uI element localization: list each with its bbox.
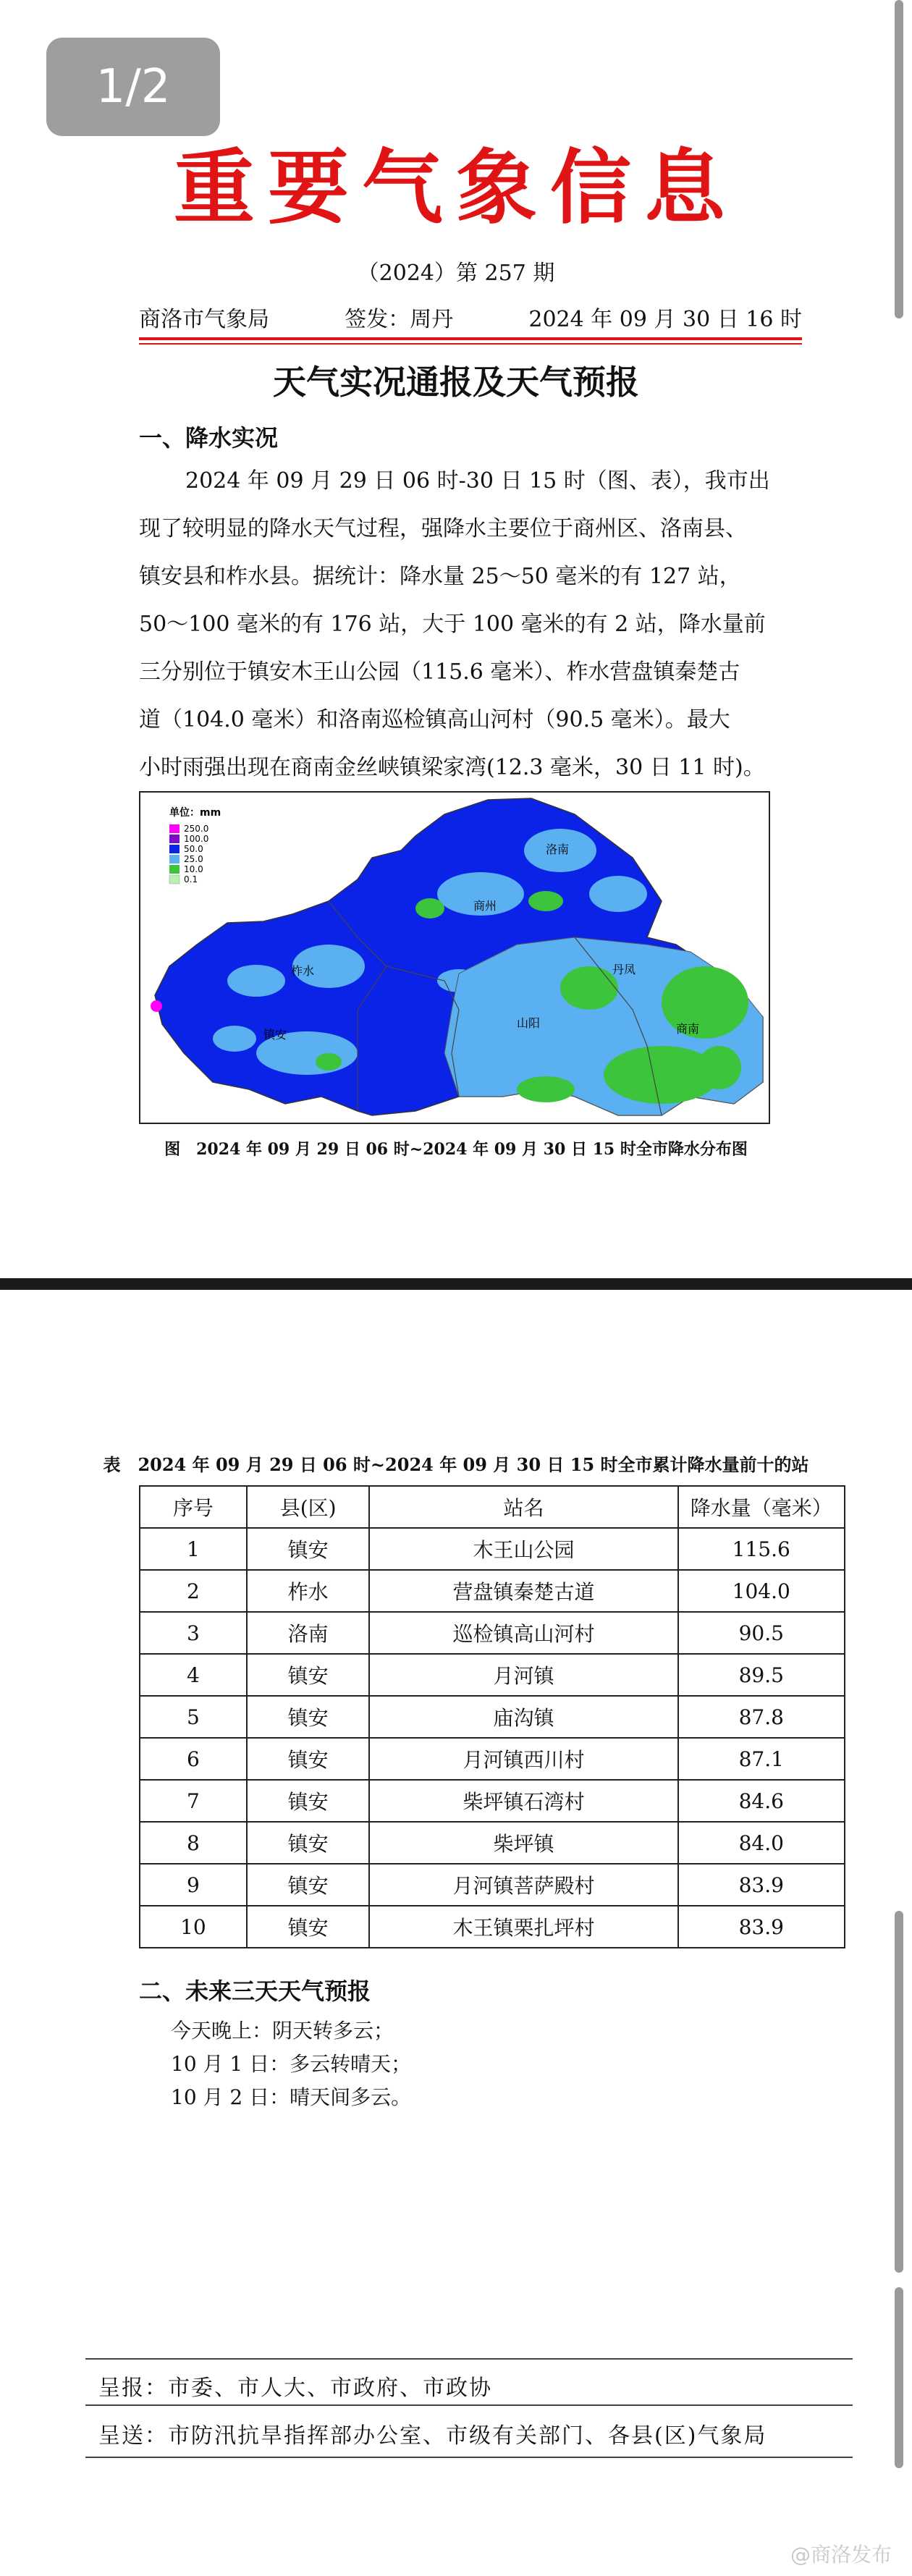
map-legend — [169, 824, 208, 884]
table-body — [140, 1528, 845, 1948]
para-line: 50～100 毫米的有 176 站，大于 100 毫米的有 2 站，降水量前 — [139, 612, 766, 637]
section-heading-precip: 一、降水实况 — [139, 424, 279, 452]
legend-label: 25.0 — [184, 854, 203, 864]
cell-station: 营盘镇秦楚古道 — [369, 1570, 677, 1612]
scrollbar-thumb-middle[interactable] — [895, 1911, 903, 2273]
table-caption: 表 2024 年 09 月 29 日 06 时~2024 年 09 月 30 日 15 时全市累计降水量前十的站 — [103, 1454, 809, 1475]
cell-rainfall: 89.5 — [678, 1654, 845, 1696]
cell-station: 柴坪镇石湾村 — [369, 1780, 677, 1822]
table-row — [140, 1864, 845, 1906]
cell-county: 镇安 — [247, 1738, 370, 1780]
cell-rainfall: 104.0 — [678, 1570, 845, 1612]
forecast-line: 10 月 2 日：晴天间多云。 — [171, 2085, 412, 2109]
map-label-shanyang: 山阳 — [517, 1016, 541, 1030]
doc-header-row — [139, 301, 802, 333]
cell-county: 镇安 — [247, 1864, 370, 1906]
red-rule-thin — [139, 343, 802, 345]
cell-rainfall: 83.9 — [678, 1864, 845, 1906]
cell-index: 9 — [140, 1864, 247, 1906]
cell-rainfall: 83.9 — [678, 1906, 845, 1948]
page-indicator: 1/2 — [46, 38, 220, 136]
cell-county: 镇安 — [247, 1780, 370, 1822]
para-line: 镇安县和柞水县。据统计：降水量 25～50 毫米的有 127 站， — [139, 564, 741, 589]
map-label-shangnan: 商南 — [676, 1022, 700, 1036]
cell-index: 1 — [140, 1528, 247, 1570]
cell-rainfall: 87.1 — [678, 1738, 845, 1780]
cell-county: 镇安 — [247, 1696, 370, 1738]
table-row — [140, 1696, 845, 1738]
table-row — [140, 1822, 845, 1864]
col-header-rainfall: 降水量（毫米） — [678, 1486, 845, 1528]
col-header-county: 县(区) — [247, 1486, 370, 1528]
cell-county: 柞水 — [247, 1570, 370, 1612]
para-line: 现了较明显的降水天气过程，强降水主要位于商州区、洛南县、 — [139, 516, 747, 541]
red-rule — [139, 337, 802, 340]
para-line: 道（104.0 毫米）和洛南巡检镇高山河村（90.5 毫米）。最大 — [139, 707, 730, 732]
map-label-zhen-an: 镇安 — [263, 1028, 287, 1042]
para-line: 三分别位于镇安木王山公园（115.6 毫米）、柞水营盘镇秦楚古 — [139, 659, 740, 685]
map-label-zhashui: 柞水 — [291, 964, 315, 978]
table-row — [140, 1906, 845, 1948]
map-label-danfeng: 丹凤 — [612, 963, 636, 976]
precipitation-map-svg — [140, 793, 769, 1123]
cell-rainfall: 90.5 — [678, 1612, 845, 1654]
col-header-index: 序号 — [140, 1486, 247, 1528]
forecast-line: 今天晚上：阴天转多云； — [171, 2019, 394, 2043]
cell-rainfall: 84.0 — [678, 1822, 845, 1864]
cell-index: 5 — [140, 1696, 247, 1738]
section-heading-forecast: 二、未来三天天气预报 — [139, 1977, 371, 2005]
cell-county: 镇安 — [247, 1654, 370, 1696]
cell-county: 镇安 — [247, 1528, 370, 1570]
map-label-shangzhou: 商州 — [473, 899, 497, 913]
footer-rule — [85, 2358, 853, 2360]
watermark: @商洛发布 — [790, 2543, 892, 2567]
precipitation-map — [139, 791, 770, 1124]
issue-date: 2024 年 09 月 30 日 16 时 — [528, 307, 802, 332]
send-to: 呈送：市防汛抗旱指挥部办公室、市级有关部门、各县(区)气象局 — [98, 2423, 767, 2449]
cell-station: 柴坪镇 — [369, 1822, 677, 1864]
legend-label: 50.0 — [184, 844, 203, 854]
table-row — [140, 1654, 845, 1696]
footer-rule — [85, 2457, 853, 2458]
cell-index: 3 — [140, 1612, 247, 1654]
cell-rainfall: 84.6 — [678, 1780, 845, 1822]
cell-index: 2 — [140, 1570, 247, 1612]
cell-county: 镇安 — [247, 1822, 370, 1864]
issue-number: （2024）第 257 期 — [357, 261, 555, 286]
report-to: 呈报：市委、市人大、市政府、市政协 — [98, 2376, 492, 2401]
precip-paragraph — [139, 457, 802, 792]
table-row — [140, 1780, 845, 1822]
legend-label: 250.0 — [184, 824, 209, 834]
legend-label: 10.0 — [184, 864, 203, 874]
cell-station: 月河镇菩萨殿村 — [369, 1864, 677, 1906]
table-row — [140, 1738, 845, 1780]
map-label-luonan: 洛南 — [546, 843, 570, 856]
signer: 签发：周丹 — [345, 307, 454, 332]
forecast-line: 10 月 1 日：多云转晴天； — [171, 2052, 412, 2076]
cell-index: 6 — [140, 1738, 247, 1780]
cell-station: 月河镇西川村 — [369, 1738, 677, 1780]
cell-county: 镇安 — [247, 1906, 370, 1948]
footer-rule — [85, 2404, 853, 2406]
cell-rainfall: 87.8 — [678, 1696, 845, 1738]
map-legend-title: 单位：mm — [169, 807, 221, 819]
cell-station: 庙沟镇 — [369, 1696, 677, 1738]
para-line: 2024 年 09 月 29 日 06 时-30 日 15 时（图、表），我市出 — [185, 468, 770, 494]
table-row — [140, 1528, 845, 1570]
scrollbar-thumb-bottom[interactable] — [895, 2287, 903, 2468]
legend-label: 100.0 — [184, 834, 209, 844]
table-header-row — [140, 1486, 845, 1528]
para-line: 小时雨强出现在商南金丝峡镇梁家湾(12.3 毫米，30 日 11 时)。 — [139, 755, 765, 780]
cell-station: 木王镇栗扎坪村 — [369, 1906, 677, 1948]
cell-index: 10 — [140, 1906, 247, 1948]
doc-title: 重要气象信息 — [174, 140, 738, 235]
cell-index: 4 — [140, 1654, 247, 1696]
cell-rainfall: 115.6 — [678, 1528, 845, 1570]
issuer: 商洛市气象局 — [139, 307, 269, 332]
cell-index: 7 — [140, 1780, 247, 1822]
cell-station: 月河镇 — [369, 1654, 677, 1696]
cell-station: 巡检镇高山河村 — [369, 1612, 677, 1654]
table-row — [140, 1570, 845, 1612]
doc-subtitle: 天气实况通报及天气预报 — [273, 363, 639, 402]
figure-caption: 图 2024 年 09 月 29 日 06 时~2024 年 09 月 30 日 15 时全市降水分布图 — [164, 1140, 748, 1159]
col-header-station: 站名 — [369, 1486, 677, 1528]
cell-index: 8 — [140, 1822, 247, 1864]
rainfall-table — [139, 1485, 845, 1948]
page-divider — [0, 1278, 912, 1290]
legend-label: 0.1 — [184, 874, 198, 884]
table-row — [140, 1612, 845, 1654]
cell-county: 洛南 — [247, 1612, 370, 1654]
cell-station: 木王山公园 — [369, 1528, 677, 1570]
